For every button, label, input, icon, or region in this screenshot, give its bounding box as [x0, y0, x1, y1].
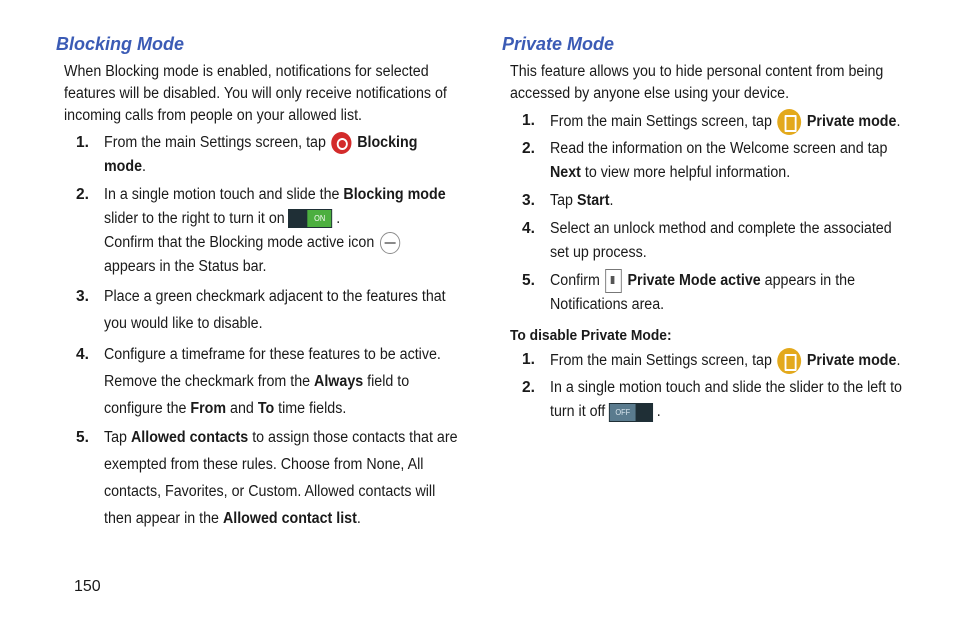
- step-text: Place a green checkmark adjacent to the features that you would like to disable.: [104, 288, 446, 332]
- list-item: [56, 131, 466, 179]
- step-text: and: [230, 400, 254, 417]
- step-text: to assign those contacts that are exempted from these rules. Choose from None, All contacts, Favorites, or Custom. Allowed contacts will then appear in the: [104, 429, 458, 527]
- step-bold: Private mode: [806, 113, 897, 131]
- step-bold: Blocking mode: [104, 134, 418, 175]
- step-number: 1.: [76, 134, 89, 151]
- private-mode-icon: [777, 109, 801, 135]
- section-title-private-mode: Private Mode: [502, 34, 615, 54]
- step-text: .: [336, 210, 341, 227]
- toggle-label: OFF: [610, 404, 636, 421]
- list-item: [502, 137, 922, 185]
- step-text: field to configure the: [104, 373, 410, 417]
- step-text: time fields.: [278, 400, 347, 417]
- step-text: slider to the right to turn it on: [104, 210, 285, 227]
- step-bold: Start: [576, 192, 610, 209]
- step-text: Read the information on the Welcome screen and tap: [550, 140, 888, 157]
- step-text: .: [896, 113, 901, 131]
- step-text: .: [609, 192, 614, 209]
- step-number: 4.: [76, 346, 89, 363]
- step-bold: Allowed contacts: [130, 429, 249, 446]
- list-item: [56, 183, 466, 279]
- list-item: [56, 341, 466, 422]
- step-bold: Blocking mode: [343, 186, 446, 203]
- step-number: 5.: [522, 272, 535, 289]
- section-title-blocking-mode: Blocking Mode: [56, 34, 185, 54]
- step-text: In a single motion touch and slide the: [104, 186, 340, 203]
- step-number: 3.: [76, 288, 89, 305]
- list-item: [502, 376, 922, 424]
- toggle-off-icon: [609, 403, 653, 422]
- page-number: 150: [74, 578, 101, 595]
- step-number: 3.: [522, 192, 535, 209]
- list-item: [502, 109, 922, 135]
- step-text: From the main Settings screen, tap: [550, 352, 772, 370]
- step-bold: Next: [550, 164, 581, 181]
- list-item: [56, 283, 466, 337]
- step-bold: Private Mode active: [627, 272, 761, 290]
- step-text: appears in the Notifications area.: [550, 272, 856, 314]
- step-text: In a single motion touch and slide the slider to the left to turn it off: [550, 379, 902, 421]
- blocking-mode-intro: When Blocking mode is enabled, notifications for selected features will be disabled. You will only receive notifications of incoming calls from people on your allowed list.: [64, 63, 447, 124]
- step-number: 5.: [76, 429, 89, 446]
- step-text: Confirm: [550, 272, 600, 290]
- toggle-on-icon: [288, 209, 332, 228]
- step-text: .: [356, 510, 361, 527]
- list-item: [502, 217, 922, 265]
- list-item: [502, 269, 922, 317]
- step-text: From the main Settings screen, tap: [550, 113, 772, 131]
- blocking-mode-section: [56, 34, 466, 532]
- step-bold: From: [190, 400, 227, 417]
- step-text: appears in the Status bar.: [104, 258, 267, 275]
- step-text: From the main Settings screen, tap: [104, 134, 326, 151]
- step-bold: Private mode: [806, 352, 897, 370]
- step-text: Tap: [550, 192, 573, 209]
- list-item: [56, 424, 466, 532]
- toggle-label: ON: [308, 210, 332, 227]
- step-text: to view more helpful information.: [584, 164, 791, 181]
- private-mode-intro: This feature allows you to hide personal content from being accessed by anyone else using your device.: [510, 63, 884, 102]
- step-text: Select an unlock method and complete the associated set up process.: [550, 220, 892, 261]
- step-bold: To: [257, 400, 275, 417]
- step-number: 1.: [522, 351, 535, 369]
- step-bold: Always: [314, 373, 364, 390]
- step-text: Configure a timeframe for these features to be active. Remove the checkmark from the: [104, 346, 441, 390]
- list-item: [502, 348, 922, 374]
- step-text: .: [656, 403, 661, 421]
- list-item: [502, 189, 922, 213]
- private-mode-active-icon: [605, 269, 622, 293]
- step-number: 2.: [522, 140, 535, 157]
- step-text: Tap: [104, 429, 127, 446]
- step-number: 2.: [76, 186, 89, 203]
- blocking-mode-icon: [331, 132, 351, 154]
- step-number: 4.: [522, 220, 535, 237]
- disable-private-mode-heading: To disable Private Mode:: [510, 327, 672, 345]
- step-text: Confirm that the Blocking mode active icon: [104, 234, 375, 251]
- step-text: .: [142, 158, 147, 175]
- step-number: 2.: [522, 379, 535, 397]
- step-text: .: [896, 352, 901, 370]
- private-mode-icon: [777, 348, 801, 374]
- private-mode-section: [502, 34, 922, 424]
- step-bold: Allowed contact list: [222, 510, 357, 527]
- step-number: 1.: [522, 112, 535, 129]
- blocking-active-icon: [380, 232, 400, 254]
